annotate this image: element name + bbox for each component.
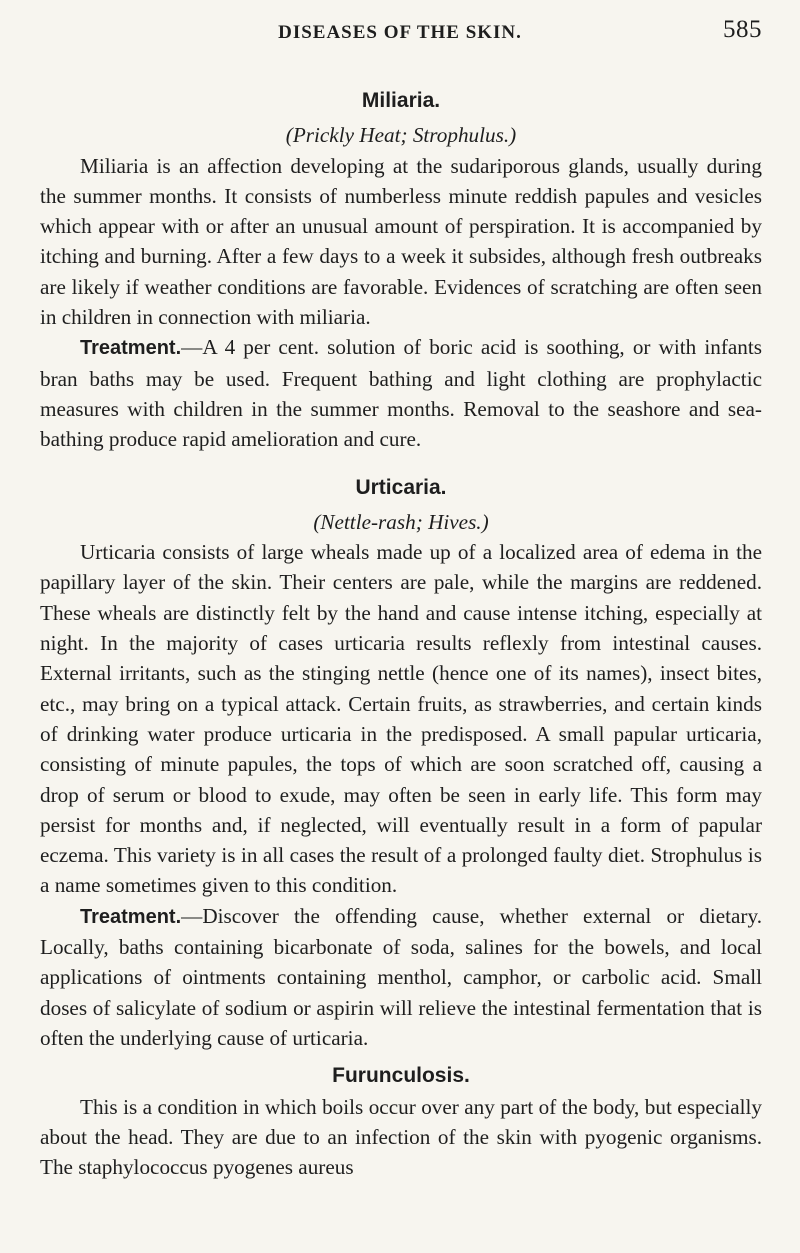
section-subtitle: (Nettle-rash; Hives.) <box>313 509 489 534</box>
paragraph <box>40 901 762 1053</box>
section-heading: Furunculosis. <box>332 1064 470 1088</box>
running-title: DISEASES OF THE SKIN. <box>278 22 522 43</box>
paragraph-lead: Treatment. <box>80 337 182 360</box>
paragraph-text: Miliaria is an affection developing at the sudariporous glands, usually during the summer months. It consists of numberless minute reddish papules and vesicles which appear with or after an unusual amount of perspiration. It is accompanied by itching and burning. After a few days to a week it subsides, although fresh outbreaks are likely if weather conditions are favorable. Evidences of scratching are often seen in children in connection with miliaria. <box>40 153 762 330</box>
page-body <box>40 86 762 1182</box>
paragraph <box>40 537 762 901</box>
section-subtitle: (Prickly Heat; Strophulus.) <box>285 123 517 148</box>
paragraph-text: —Discover the offending cause, whether external or dietary. Locally, baths containing bicarbonate of soda, salines for the bowels, and local applications of ointments containing menthol, camphor, or carbolic acid. Small doses of salicylate of sodium or aspirin will relieve the intestinal fermentation that is often the underlying cause of urticaria. <box>40 903 762 1050</box>
section-heading: Miliaria. <box>361 89 441 112</box>
paragraph-text: Urticaria consists of large wheals made up of a localized area of edema in the papillary layer of the skin. Their centers are pale, while the margins are reddened. These wheals are distinctly felt by the hand and cause intense itching, especially at night. In the majority of cases urticaria results reflexly from intestinal causes. External irritants, such as the stinging nettle (hence one of its names), insect bites, etc., may bring on a typical attack. Certain fruits, as strawberries, and certain kinds of drinking water produce urticaria in the predisposed. A small papular urticaria, consisting of minute papules, the tops of which are soon scratched off, causing a drop of serum or blood to exude, may often be seen in early life. This form may persist for months and, if neglected, will eventually result in a form of papular eczema. This variety is in all cases the result of a prolonged faulty diet. Strophulus is a name sometimes given to this condition. <box>40 540 762 898</box>
paragraph <box>40 332 762 454</box>
paragraph-lead: Treatment. <box>80 905 182 928</box>
paragraph <box>40 1092 762 1183</box>
paragraph <box>40 151 762 333</box>
paragraph-text: —A 4 per cent. solution of boric acid is soothing, or with infants bran baths may be used. Frequent bathing and light clothing are prophylactic measures with children in the summer months. Removal to the seashore and sea-bathing produce rapid amelioration and cure. <box>40 335 762 452</box>
section-urticaria <box>40 473 762 1054</box>
section-heading: Urticaria. <box>355 475 447 499</box>
page-number: 585 <box>723 16 762 43</box>
section-miliaria <box>40 86 762 455</box>
section-furunculosis <box>40 1061 762 1182</box>
running-head <box>0 14 800 54</box>
paragraph-text: This is a condition in which boils occur over any part of the body, but especially about the head. They are due to an infection of the skin with pyogenic organisms. The staphylococcus pyogenes aureus <box>40 1094 762 1180</box>
